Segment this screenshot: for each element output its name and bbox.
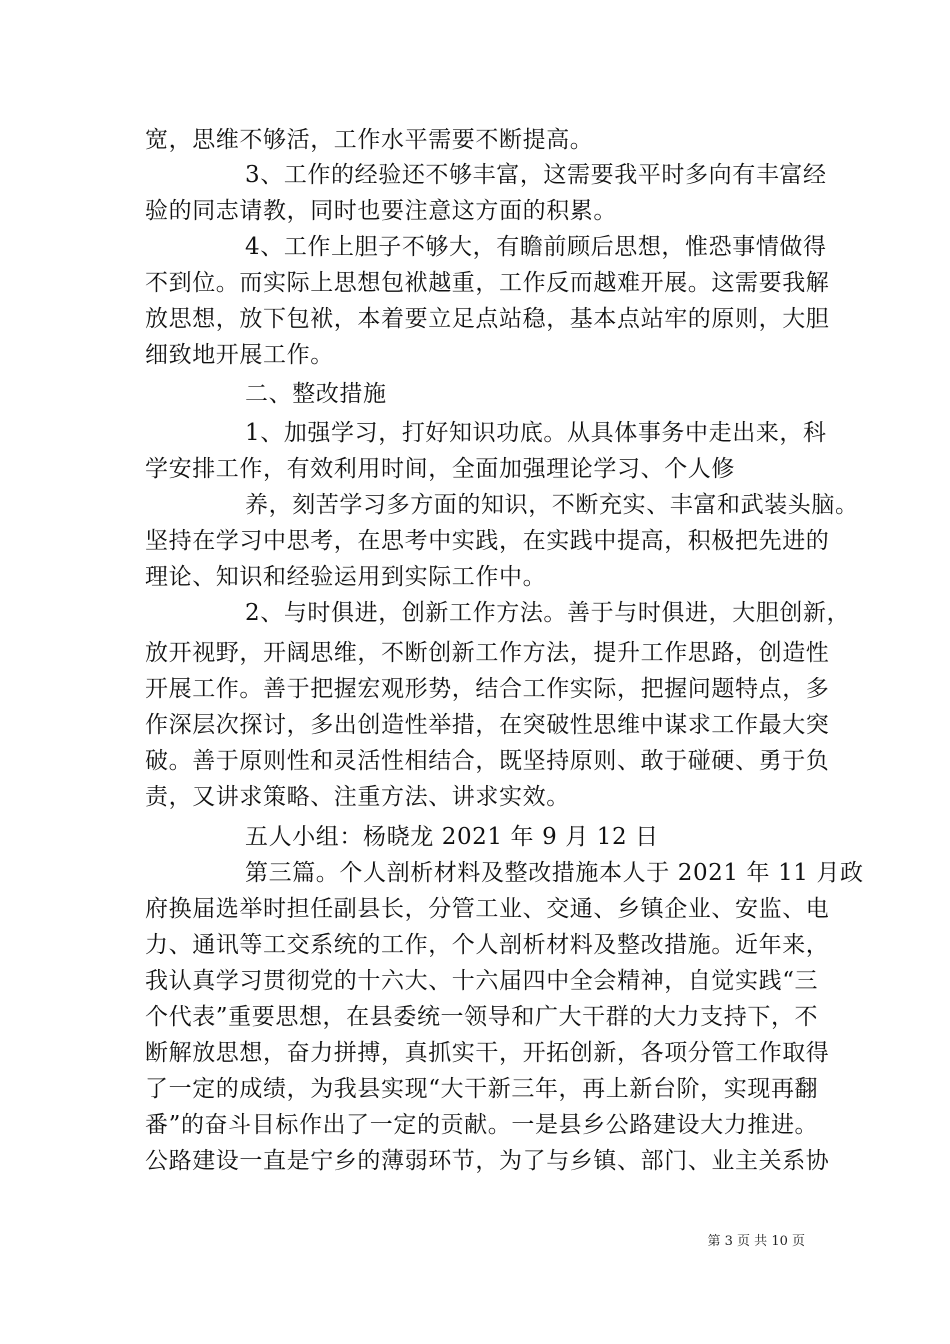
text-line: 3、工作的经验还不够丰富，这需要我平时多向有丰富经: [245, 162, 827, 188]
text-line: 府换届选举时担任副县长，分管工业、交通、乡镇企业、安监、电: [145, 896, 830, 922]
text-line: 宽，思维不够活，工作水平需要不断提高。: [145, 127, 594, 153]
text-line: 坚持在学习中思考，在思考中实践，在实践中提高，积极把先进的: [145, 528, 830, 554]
text-line: 番”的奋斗目标作出了一定的贡献。一是县乡公路建设大力推进。: [145, 1112, 819, 1138]
text-line: 公路建设一直是宁乡的薄弱环节，为了与乡镇、部门、业主关系协: [145, 1148, 830, 1174]
text-line: 养，刻苦学习多方面的知识，不断充实、丰富和武装头脑。: [245, 492, 859, 518]
text-line: 开展工作。善于把握宏观形势，结合工作实际，把握问题特点，多: [145, 676, 830, 702]
text-line: 学安排工作，有效利用时间，全面加强理论学习、个人修: [145, 456, 735, 482]
text-line: 验的同志请教，同时也要注意这方面的积累。: [145, 198, 617, 224]
text-line: 4、工作上胆子不够大，有瞻前顾后思想，惟恐事情做得: [245, 234, 827, 260]
text-line: 断解放思想，奋力拼搏，真抓实干，开拓创新，各项分管工作取得: [145, 1040, 830, 1066]
text-line: 责，又讲求策略、注重方法、讲求实效。: [145, 784, 570, 810]
text-line: 个代表”重要思想，在县委统一领导和广大干群的大力支持下，不: [145, 1004, 819, 1030]
text-line: 放思想，放下包袱，本着要立足点站稳，基本点站牢的原则，大胆: [145, 306, 830, 332]
text-line: 放开视野，开阔思维，不断创新工作方法，提升工作思路，创造性: [145, 640, 830, 666]
text-line: 作深层次探讨，多出创造性举措，在突破性思维中谋求工作最大突: [145, 712, 830, 738]
text-line: 第三篇。个人剖析材料及整改措施本人于 2021 年 11 月政: [245, 860, 864, 886]
text-line: 不到位。而实际上思想包袱越重，工作反而越难开展。这需要我解: [145, 270, 830, 296]
text-line: 力、通讯等工交系统的工作，个人剖析材料及整改措施。近年来，: [145, 932, 830, 958]
text-line: 细致地开展工作。: [145, 342, 334, 368]
page-footer: 第 3 页 共 10 页: [707, 1234, 805, 1249]
section-heading: 二、整改措施: [245, 381, 387, 407]
text-line: 了一定的成绩，为我县实现“大干新三年，再上新台阶，实现再翻: [145, 1076, 819, 1102]
text-line: 理论、知识和经验运用到实际工作中。: [145, 564, 547, 590]
text-line: 我认真学习贯彻党的十六大、十六届四中全会精神，自觉实践“三: [145, 968, 819, 994]
signature-line: 五人小组：杨晓龙 2021 年 9 月 12 日: [245, 824, 659, 850]
text-line: 破。善于原则性和灵活性相结合，既坚持原则、敢于碰硬、勇于负: [145, 748, 830, 774]
text-line: 2、与时俱进，创新工作方法。善于与时俱进，大胆创新，: [245, 600, 851, 626]
text-line: 1、加强学习，打好知识功底。从具体事务中走出来，科: [245, 420, 827, 446]
